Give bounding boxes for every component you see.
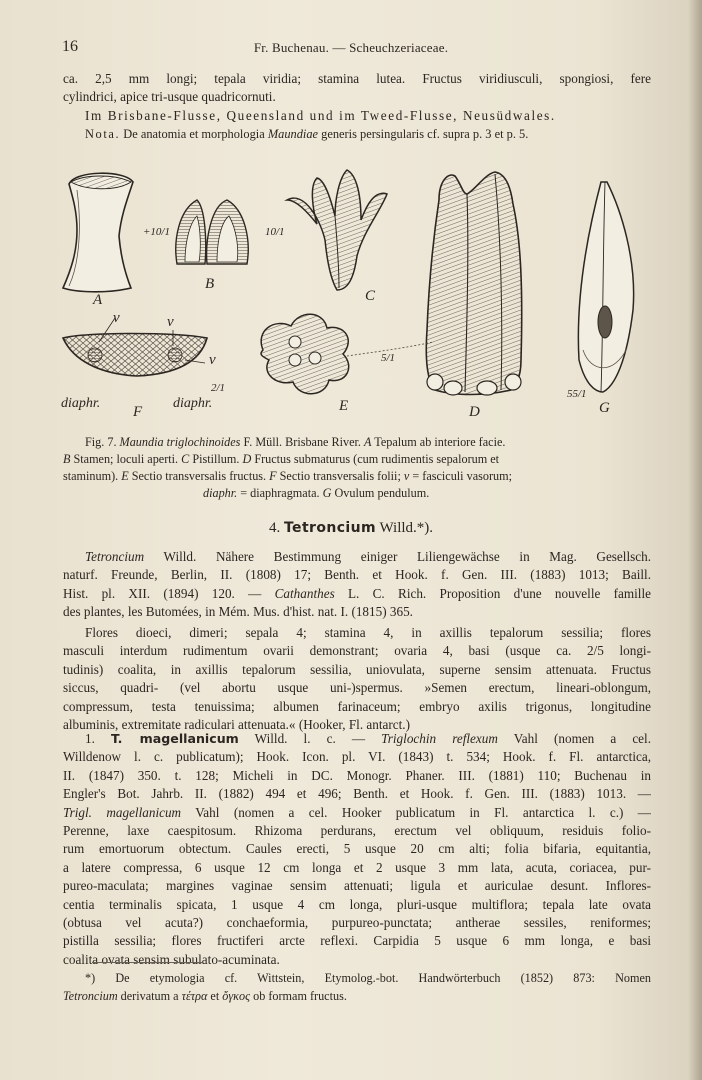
text-line: albuminis, extremitate radiculari attenuata.« (Hooker, Fl. antarct.) [63, 716, 410, 732]
text-line: 1. T. magellanicum Willd. l. c. — Triglochin reflexum Vahl (nomen a cel. [85, 731, 651, 746]
caption-line: Fig. 7. Maundia triglochinoides F. Müll. Brisbane River. A Tepalum ab interiore facie. [85, 435, 506, 449]
caption-line: diaphr. = diaphragmata. G Ovulum pendulum. [203, 486, 430, 500]
scale-c: 10/1 [265, 226, 285, 238]
text-line: Engler's Bot. Jahrb. II. (1882) 494 et 496; Benth. et Hook. f. Gen. III. (1883) 1013. — [63, 786, 651, 802]
text-line: Trigl. magellanicum Vahl (nomen a cel. Hooker publicatum in Fl. antarctica l. c.) — [63, 804, 651, 820]
drawing-e-fruit-section [261, 314, 433, 394]
scale-g: 55/1 [567, 388, 587, 400]
text-line: Flores dioeci, dimeri; sepala 4; stamina 4, in axillis tepalorum sessilia; flores [85, 625, 651, 640]
page-spine-shadow [688, 0, 702, 1080]
scale-a: +10/1 [143, 226, 170, 238]
locality-line: Im Brisbane-Flusse, Queensland und im Tweed-Flusse, Neusüdwales. [85, 107, 556, 123]
text-line: Tetroncium Willd. Nähere Bestimmung einiger Liliengewächse in Mag. Gesellsch. [85, 549, 651, 564]
text-line: siccus, quadri- (vel abortu usque uni-)spermus. »Semen erectum, lineari-oblongum, [63, 680, 651, 696]
section-heading: 4. Tetroncium Willd.*). [268, 520, 434, 536]
text-line: centia terminalis spicata, 1 usque 4 cm longa, pluri-usque multiflora; tepala late ovata [63, 896, 651, 912]
text-line: II. (1847) 350. t. 128; Micheli in DC. Monogr. Phaner. III. (1881) 110; Buchenau in [63, 767, 651, 783]
figure-caption [63, 434, 651, 502]
drawing-b-stamen [176, 200, 248, 264]
genus-name: Maundiae [267, 127, 319, 142]
text-line: Hist. pl. XII. (1894) 120. — Cathanthes L. C. Rich. Proposition d'une nouvelle famille [63, 585, 651, 601]
text-line: des plantes, les Butomées, in Mém. Mus. d'hist. nat. I. (1815) 365. [63, 604, 413, 620]
text-line: pureo-maculata; margines vaginae sensim attenuati; ligula et auriculae desunt. Inflores- [63, 878, 651, 894]
footnote-line: Tetroncium derivatum a τέτρα et ὄγκος ob formam fructus. [63, 989, 347, 1004]
figure-illustration [55, 160, 655, 428]
species-name: T. magellanicum [111, 731, 239, 746]
figure-7 [55, 160, 655, 428]
caption-line: B Stamen; loculi aperti. C Pistillum. D Fructus submaturus (cum rudimentis sepalorum et [63, 452, 500, 466]
top-text [63, 70, 651, 144]
caption-line: staminum). E Sectio transversalis fructus. F Sectio transversalis folii; v = fasciculi vasorum; [63, 469, 512, 483]
drawing-f-leaf-section [63, 318, 207, 376]
text-line: naturf. Freunde, Berlin, II. (1808) 17; Benth. et Hook. f. Gen. III. (1883) 1013; Baill. [63, 567, 651, 583]
nota-label: Nota. [85, 127, 121, 142]
label-v2: v [167, 314, 174, 330]
label-diaphr-1: diaphr. [61, 396, 101, 411]
text-line: compressum, testa tenuissima; albumen farinaceum; embryo axilis trigonus, longitudine [63, 698, 651, 714]
label-c: C [365, 288, 376, 304]
label-g: G [599, 400, 610, 416]
footnote-rule [92, 962, 202, 963]
text-line: Perenne, laxe caespitosum. Rhizoma perdurans, erectum vel obliquum, residuis folio- [63, 822, 651, 838]
scale-f: 2/1 [211, 382, 226, 394]
text-line: rum emortuorum obtectum. Caules erecti, 5 usque 20 cm alti; folia bifaria, equitantia, [63, 841, 651, 857]
nota-line: Nota. De anatomia et morphologia Maundiae generis persingularis cf. supra p. 3 et p. 5. [85, 127, 529, 142]
paragraph-species [63, 730, 651, 969]
drawing-g-ovule [578, 182, 633, 392]
label-v3: v [209, 352, 216, 368]
text-line: cylindrici, apice tri-usque quadricornuti. [63, 89, 276, 105]
text-line: tudinis) coalita, in axillis tepalorum sessilia, uniovulata, superne sensim attenuata. Fructus [63, 661, 651, 677]
text-line: Willdenow l. c. publicatum); Hook. Icon. pl. VI. (1843) t. 534; Hook. f. Fl. antarctica, [63, 749, 651, 765]
label-f: F [133, 404, 143, 420]
label-d: D [469, 404, 480, 420]
label-diaphr-2: diaphr. [173, 396, 213, 411]
text-line: ca. 2,5 mm longi; tepala viridia; stamina lutea. Fructus viridiusculi, spongiosi, fere [63, 71, 651, 86]
page-number: 16 [62, 38, 78, 55]
drawing-d-fruit [426, 172, 521, 395]
label-v1: v [113, 310, 120, 326]
text-line: coalita ovata sensim subulato-acuminata. [63, 951, 280, 967]
running-title: Fr. Buchenau. — Scheuchzeriaceae. [253, 40, 449, 55]
footnote-line: *) De etymologia cf. Wittstein, Etymolog.-bot. Handwörterbuch (1852) 873: Nomen [85, 971, 651, 985]
text-line: pistilla sessilia; flores fructiferi arcte reflexi. Carpidia 5 usque 6 mm longa, e basi [63, 933, 651, 949]
drawing-a-tepal [63, 173, 133, 292]
paragraph-description [63, 624, 651, 734]
footnote [63, 970, 651, 1005]
text-line: a latere compressa, 6 usque 12 cm longa et 2 usque 3 mm lata, acuta, coriacea, pur- [63, 859, 651, 875]
scale-d: 5/1 [381, 352, 396, 364]
label-e: E [339, 398, 349, 414]
text-line: masculi interdum rudimentum ovarii demonstrant; ovaria 4, basi (usque ca. 2/5 longi- [63, 643, 651, 659]
label-a: A [93, 292, 103, 308]
label-b: B [205, 276, 215, 292]
paragraph-literature [63, 548, 651, 622]
drawing-c-pistil [287, 170, 387, 290]
text-line: (obtusa vel acuta?) conchaeformia, purpureo-punctata; antherae sessiles, reniformes; [63, 914, 651, 930]
